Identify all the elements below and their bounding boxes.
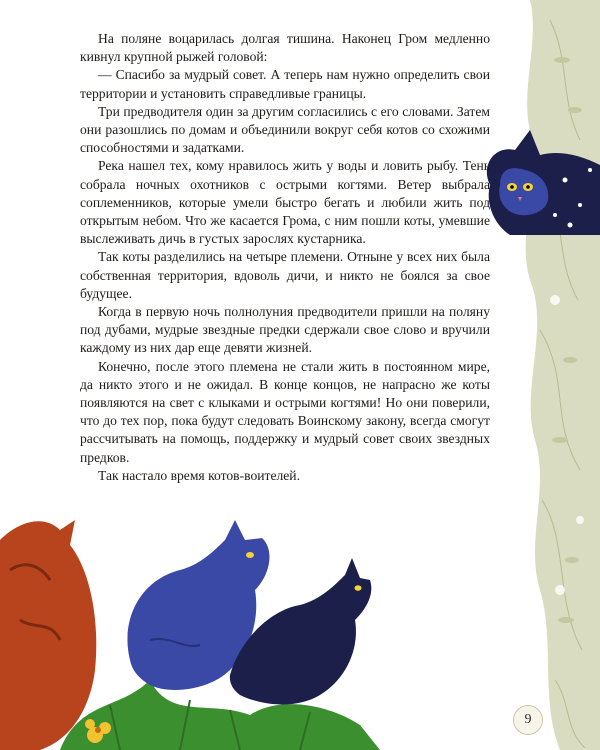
paragraph: — Спасибо за мудрый совет. А теперь нам нужно определить свои территории и установить справедливые границы. — [80, 67, 490, 101]
leaf-ornament-border — [500, 0, 600, 750]
paragraph: Конечно, после этого племена не стали жить в постоянном мире, да никто этого и не ожидал. В конце концов, не напрасно же коты появляются на свет с клыками и острыми когтями! Но они поверили, что до тех пор, пока будут следовать Воинскому закону, всегда смогут рассчитывать на помощь, поддержку и мудрый совет своих звездных предков. — [80, 358, 490, 465]
paragraph: Три предводителя один за другим согласились с его словами. Затем они разошлись по домам и объединили вокруг себя котов со схожими способностями и задатками. — [80, 103, 490, 156]
paragraph: Так коты разделились на четыре племени. Отныне у всех них была собственная территория, вдоволь дичи, и никто не боялся за свое будущее. — [80, 249, 490, 301]
story-text — [80, 30, 490, 485]
paragraph: Так настало время котов-воителей. — [98, 467, 300, 483]
cats-illustration — [0, 500, 440, 750]
page-number: 9 — [513, 705, 543, 735]
paragraph: Когда в первую ночь полнолуния предводители пришли на поляну под дубами, мудрые звездные предки сдержали свое слово и вручили каждому из них дар еще девяти жизней. — [80, 304, 490, 356]
paragraph: Река нашел тех, кому нравилось жить у воды и ловить рыбу. Тень собрала ночных охотников с острыми когтями. Ветер выбрала соплеменников, которые умели быстро бегать и любили жить под открытым небом. Что же касается Грома, с ним пошли коты, умевшие выслеживать дичь в густых зарослях кустарника. — [80, 158, 490, 247]
paragraph: На поляне воцарилась долгая тишина. Наконец Гром медленно кивнул крупной рыжей головой: — [80, 31, 490, 65]
